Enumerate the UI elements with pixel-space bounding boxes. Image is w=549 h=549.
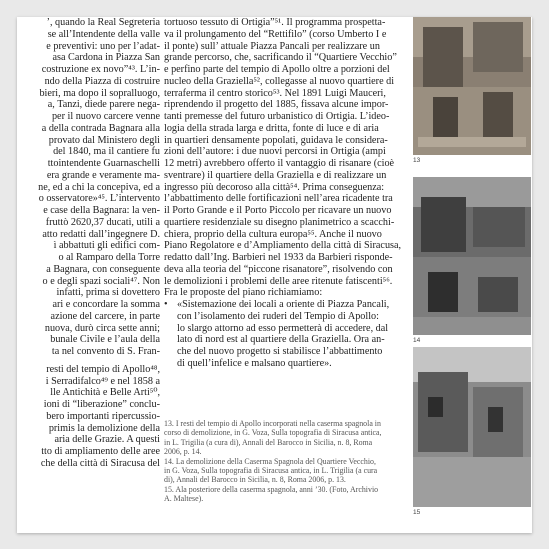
text-line: tortuoso tessuto di Ortigia”⁵¹. Il programma prospetta-: [164, 17, 386, 28]
text-line: bieri, ma dopo il sopralluogo,: [39, 87, 160, 99]
text-line: grande percorso, che, sacrificando il “Quartiere Vecchio”: [164, 52, 397, 64]
document-page: [17, 17, 532, 533]
text-line: bunale Civile e l’aula della: [50, 334, 160, 346]
text-line: ioni di “liberazione” conclu-: [43, 399, 160, 410]
text-line: e case della Bagnara: la ven-: [43, 205, 160, 216]
text-line: i Serradifalco⁴⁹ e nel 1858 a: [45, 375, 160, 387]
barracks-photo-icon: [413, 347, 531, 507]
text-line: aria delle Grazie. A questi: [54, 434, 160, 446]
text-line: azione del carcere, in parte: [50, 310, 160, 322]
text-line: o osservatore»⁴⁵. L’intervento: [38, 193, 160, 205]
text-line: 15. Ala posteriore della caserma spagnola, anni ’30. (Foto, Archivio: [164, 484, 379, 494]
text-line: in quartieri densamente popolati, guidava le considera-: [164, 134, 388, 146]
photo-column: [413, 17, 532, 533]
text-line: ne, ed a chi la concepiva, ed a: [38, 181, 160, 193]
text-line: asa Cardona in Piazza San: [52, 52, 160, 64]
figure-15-number: 15: [413, 509, 421, 516]
text-line: di quell’infelice e malsano quartiere».: [177, 357, 332, 369]
figure-14-number: 14: [413, 337, 421, 344]
figure-14-photo: [413, 177, 531, 335]
text-line: le demolizioni i problemi delle aree ritenute fatiscenti⁵⁶.: [164, 275, 393, 287]
text-line: ndo della Piazza di costruire: [44, 75, 160, 87]
text-line: in L. Trigilia (a cura di), Annali del Barocco in Sicilia, n. 8, Roma: [164, 437, 373, 447]
text-line: se all’Intendente della valle: [47, 28, 160, 40]
text-line: il ponte) sull’ attuale Piazza Pancali per realizzare un: [164, 40, 380, 52]
text-line: a, Tanzi, diede parere nega-: [47, 99, 160, 111]
text-line: infatti, prima si dovettero: [56, 287, 160, 299]
text-line: ta nel convento di S. Fran-: [51, 346, 160, 357]
text-line: lle Antichità e Belle Arti⁵⁰,: [50, 387, 160, 399]
text-line: lato di nord est al quartiere della Graziella. Ora an-: [177, 334, 385, 346]
text-line: va il prolungamento del “Rettifilo” (corso Umberto I e: [164, 28, 387, 40]
bullet-marker: •: [164, 299, 168, 310]
text-line: del 1840, ma il cantiere fu: [53, 146, 160, 158]
text-line: ttointendente Guarnaschelli: [47, 158, 160, 169]
text-line: o al Ramparo della Torre: [58, 252, 160, 263]
text-line: 13. I resti del tempio di Apollo incorporati nella caserma spagnola in: [164, 419, 381, 428]
text-line: di), Annali del Barocco in Sicilia, n. 8, Roma 2006, p. 13.: [164, 475, 346, 485]
bullet-quote: [164, 299, 406, 370]
text-line: l’abbattimento delle fortificazioni nell’area ricadente tra: [164, 193, 393, 205]
text-line: con l’isolamento dei ruderi del Tempio di Apollo:: [177, 310, 379, 322]
left-paragraph-2: [17, 364, 160, 470]
text-line: tanti premesse del futuro urbanistico di Ortigia. L’ideo-: [164, 111, 390, 122]
bullet-quote-text: [177, 299, 406, 370]
text-line: resti del tempio di Apollo⁴⁸,: [46, 363, 160, 375]
figure-13-number: 13: [413, 157, 421, 164]
text-line: provato dal Ministero degli: [48, 134, 160, 146]
text-line: bero importanti ripercussio-: [46, 410, 160, 422]
text-line: Fra le proposte del piano richiamiamo:: [164, 287, 323, 299]
text-line: in G. Voza, Sulla topografia di Siracusa antica, in L. Trigilia (a cura: [164, 466, 378, 476]
text-line: chiera, proprio della cultura europa⁵⁵. Anche il nuovo: [164, 228, 382, 240]
text-line: logia della strada larga e dritta, fonte di luce e di aria: [164, 122, 379, 134]
demolition-photo-icon: [413, 177, 531, 335]
text-line: zioni dell’autore: i due nuovi percorsi in Ortigia (ampi: [164, 146, 386, 158]
text-line: «Sistemazione dei locali a oriente di Piazza Pancali,: [177, 299, 390, 310]
text-line: che del nuovo progetto si stabilisce l’abbattimento: [177, 346, 383, 357]
text-line: ingresso più decoroso alla città⁵⁴. Prima conseguenza:: [164, 181, 385, 193]
figure-15-photo: [413, 347, 531, 507]
text-line: lo slargo attorno ad esso permetterà di accedere, dal: [177, 322, 389, 334]
text-line: 14. La demolizione della Caserma Spagnola del Quartiere Vecchio,: [164, 456, 376, 466]
text-line: 2006, p. 14.: [164, 447, 202, 457]
text-line: nucleo della Graziella⁵², collegasse al nuovo quartiere di: [164, 75, 395, 87]
text-line: per il nuovo carcere venne: [51, 111, 160, 122]
text-line: e preventivi: uno per l’adat-: [46, 40, 160, 52]
text-line: a della contrada Bagnara alla: [41, 122, 160, 134]
text-line: sventrare) il quartiere della Graziella e di realizzare un: [164, 169, 387, 181]
text-line: ’, quando la Real Segreteria: [46, 17, 160, 28]
text-line: riprendendo il progetto del 1885, fissava alcune impor-: [164, 99, 389, 111]
text-line: costruzione ex novo”⁴³. L’in-: [41, 64, 160, 75]
text-line: atto redatti dall’ingegnere D.: [42, 228, 160, 240]
text-line: e perfino parte del tempio di Apollo oltre a porzioni del: [164, 64, 390, 75]
text-line: a Bagnara, con conseguente: [46, 263, 160, 275]
text-line: 12 metri) avrebbero offerto il vantaggio di risanare (cioè: [164, 158, 395, 169]
text-line: che della città di Siracusa del: [40, 457, 160, 469]
text-line: redatto dall’Ing. Barbieri nel 1933 da Barbieri risponde-: [164, 252, 393, 263]
text-line: tto di ampliamento delle aree: [41, 446, 160, 457]
text-line: Piano Regolatore e d’Ampliamento della città di Siracusa,: [164, 240, 402, 252]
text-line: o e degli spazi sociali⁴⁷. Non: [42, 275, 160, 287]
text-line: nuova, durò circa sette anni;: [44, 322, 160, 334]
left-paragraph-1: [17, 17, 160, 358]
ruins-photo-icon: [413, 17, 531, 155]
text-line: primis la demolizione della: [48, 422, 160, 434]
figure-captions: [164, 419, 406, 504]
text-line: fruttò 2620,37 ducati, utili a: [45, 216, 160, 228]
figure-13-photo: [413, 17, 531, 155]
text-line: quartiere residenziale su disegno planimetrico a scacchi-: [164, 216, 395, 228]
text-line: deva alla teoria del “piccone risanatore”, risolvendo con: [164, 263, 393, 275]
text-line: corso di demolizione, in G. Voza, Sulla topografia di Siracusa antica,: [164, 428, 382, 438]
text-line: il Porto Grande e il Porto Piccolo per ricavare un nuovo: [164, 205, 392, 216]
main-paragraph: [164, 17, 406, 299]
left-text-column: [17, 17, 160, 533]
text-line: terraferma il centro storico⁵³. Nel 1891 Luigi Mauceri,: [164, 87, 386, 99]
text-line: A. Maltese).: [164, 494, 204, 504]
text-line: era grande e veramente ma-: [46, 169, 160, 181]
text-line: ari e concordare la somma: [52, 299, 160, 310]
text-line: ì abbattuti gli edifici com-: [53, 240, 160, 252]
